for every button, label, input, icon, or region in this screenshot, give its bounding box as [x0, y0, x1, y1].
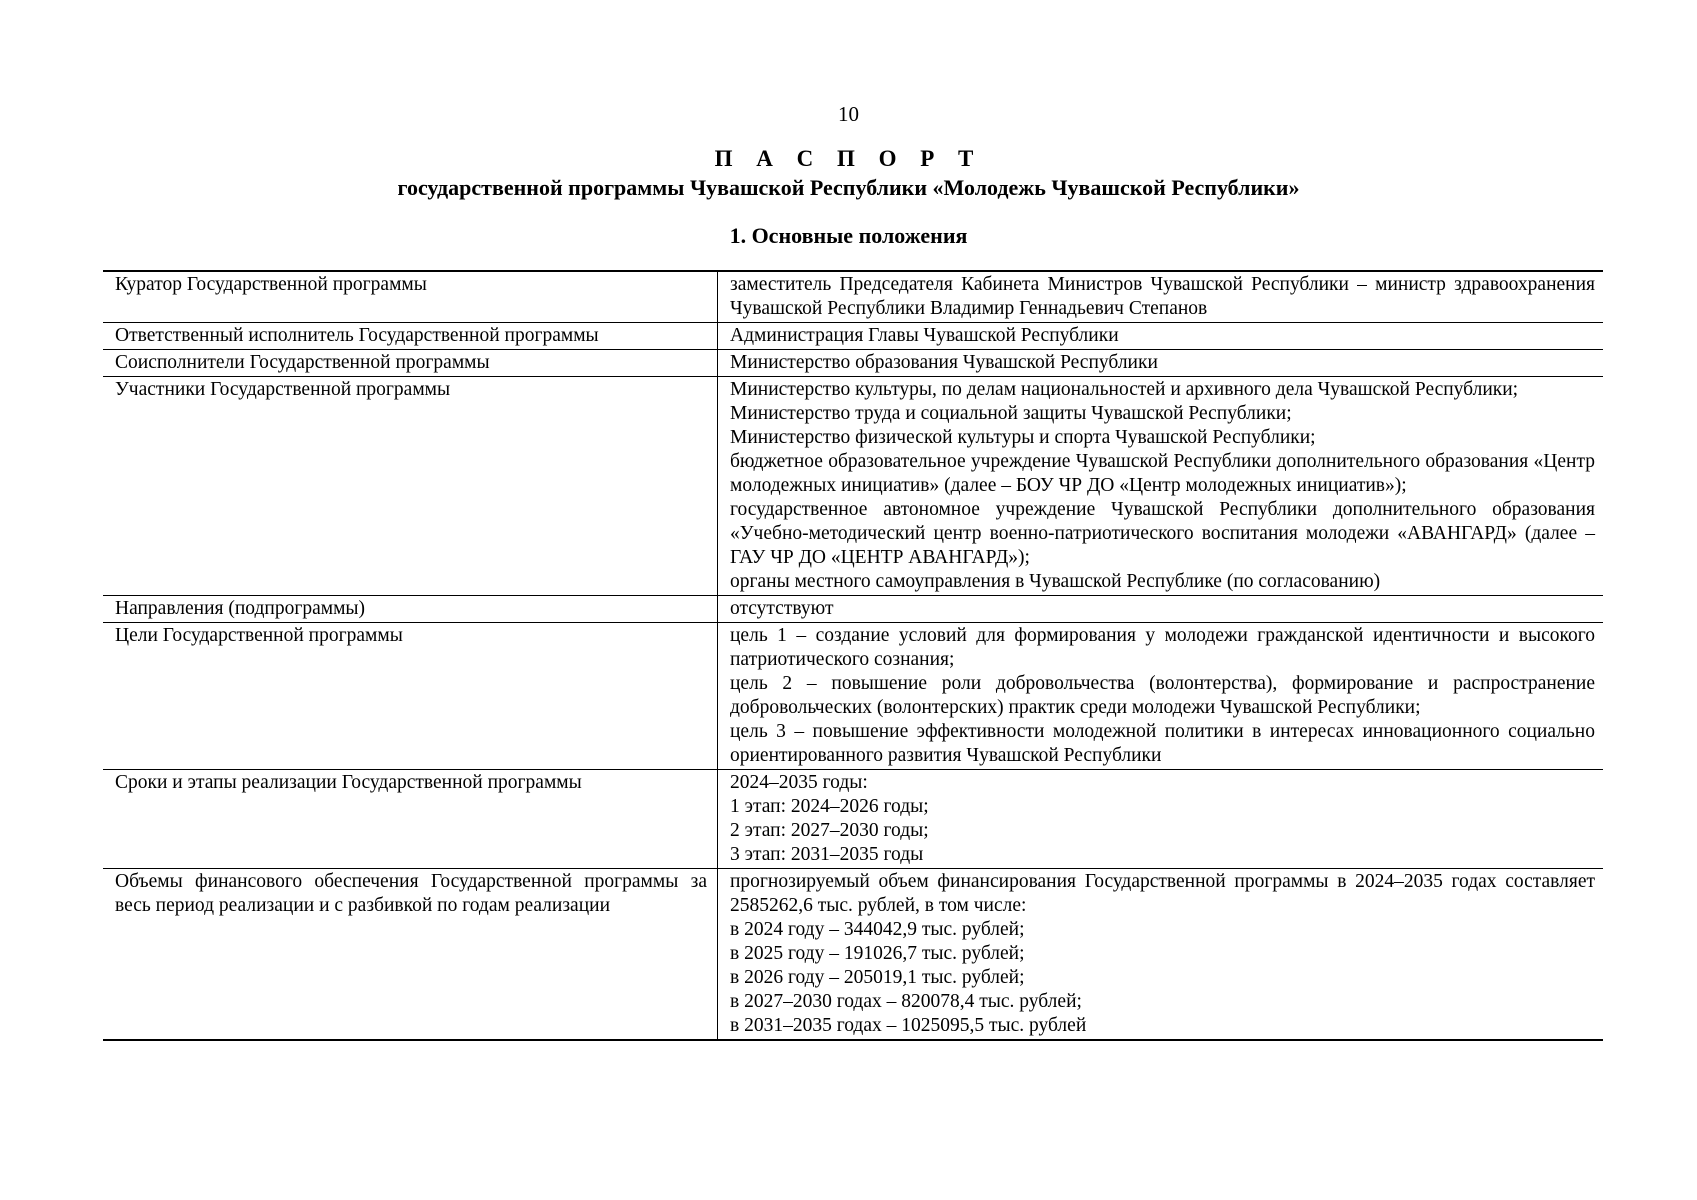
row-value	[718, 377, 1604, 596]
row-value	[718, 596, 1604, 623]
table-row	[103, 869, 1603, 1041]
value-line: прогнозируемый объем финансирования Государственной программы в 2024–2035 годах составляет 2585262,6 тыс. рублей, в том числе:	[730, 871, 1595, 916]
value-line: Министерство культуры, по делам национальностей и архивного дела Чувашской Республики;	[730, 379, 1519, 400]
value-line: заместитель Председателя Кабинета Министров Чувашской Республики – министр здравоохранения Чувашской Республики Владимир Геннадьевич Степанов	[730, 274, 1595, 319]
row-label: Цели Государственной программы	[103, 623, 718, 770]
row-value	[718, 350, 1604, 377]
row-label: Сроки и этапы реализации Государственной программы	[103, 770, 718, 869]
value-line: цель 1 – создание условий для формирования у молодежи гражданской идентичности и высокого патриотического сознания;	[730, 625, 1595, 670]
table-row	[103, 623, 1603, 770]
table-row	[103, 770, 1603, 869]
table-row	[103, 596, 1603, 623]
row-label: Куратор Государственной программы	[103, 271, 718, 323]
value-line: Министерство физической культуры и спорта Чувашской Республики;	[730, 427, 1316, 448]
value-line: Министерство труда и социальной защиты Чувашской Республики;	[730, 403, 1292, 424]
row-value	[718, 770, 1604, 869]
row-label: Ответственный исполнитель Государственной программы	[103, 323, 718, 350]
value-line: государственное автономное учреждение Чувашской Республики дополнительного образования «Учебно-методический центр военно-патриотического воспитания молодежи «АВАНГАРД» (далее – ГАУ ЧР ДО «ЦЕНТР АВАНГАРД»);	[730, 499, 1595, 568]
value-line: 2024–2035 годы:	[730, 772, 868, 793]
value-line: органы местного самоуправления в Чувашской Республике (по согласованию)	[730, 571, 1381, 592]
value-line: Администрация Главы Чувашской Республики	[730, 325, 1119, 346]
section-heading: 1. Основные положения	[729, 223, 968, 248]
document-subtitle: государственной программы Чувашской Республики «Молодежь Чувашской Республики»	[397, 175, 1300, 200]
passport-table	[103, 270, 1603, 1041]
value-line: Министерство образования Чувашской Республики	[730, 352, 1158, 373]
row-value	[718, 323, 1604, 350]
value-line: в 2027–2030 годах – 820078,4 тыс. рублей;	[730, 991, 1082, 1012]
value-line: в 2031–2035 годах – 1025095,5 тыс. рублей	[730, 1015, 1087, 1036]
row-label: Направления (подпрограммы)	[103, 596, 718, 623]
table-row	[103, 323, 1603, 350]
value-line: в 2026 году – 205019,1 тыс. рублей;	[730, 967, 1025, 988]
row-value	[718, 869, 1604, 1041]
value-line: 3 этап: 2031–2035 годы	[730, 844, 924, 865]
value-line: 1 этап: 2024–2026 годы;	[730, 796, 929, 817]
document-title: П А С П О Р Т	[714, 146, 983, 171]
table-row	[103, 350, 1603, 377]
row-value	[718, 623, 1604, 770]
table-row	[103, 271, 1603, 323]
value-line: цель 3 – повышение эффективности молодежной политики в интересах инновационного социально ориентированного развития Чувашской Республики	[730, 721, 1595, 766]
page-number: 10	[838, 102, 859, 126]
value-line: в 2025 году – 191026,7 тыс. рублей;	[730, 943, 1025, 964]
passport-table-body	[103, 271, 1603, 1040]
value-line: в 2024 году – 344042,9 тыс. рублей;	[730, 919, 1025, 940]
row-label: Участники Государственной программы	[103, 377, 718, 596]
value-line: цель 2 – повышение роли добровольчества (волонтерства), формирование и распространение добровольческих (волонтерских) практик среди молодежи Чувашской Республики;	[730, 673, 1595, 718]
table-row	[103, 377, 1603, 596]
row-label: Объемы финансового обеспечения Государственной программы за весь период реализации и с разбивкой по годам реализации	[103, 869, 718, 1041]
row-label: Соисполнители Государственной программы	[103, 350, 718, 377]
row-value	[718, 271, 1604, 323]
value-line: отсутствуют	[730, 598, 834, 619]
value-line: бюджетное образовательное учреждение Чувашской Республики дополнительного образования «Центр молодежных инициатив» (далее – БОУ ЧР ДО «Центр молодежных инициатив»);	[730, 451, 1595, 496]
value-line: 2 этап: 2027–2030 годы;	[730, 820, 929, 841]
